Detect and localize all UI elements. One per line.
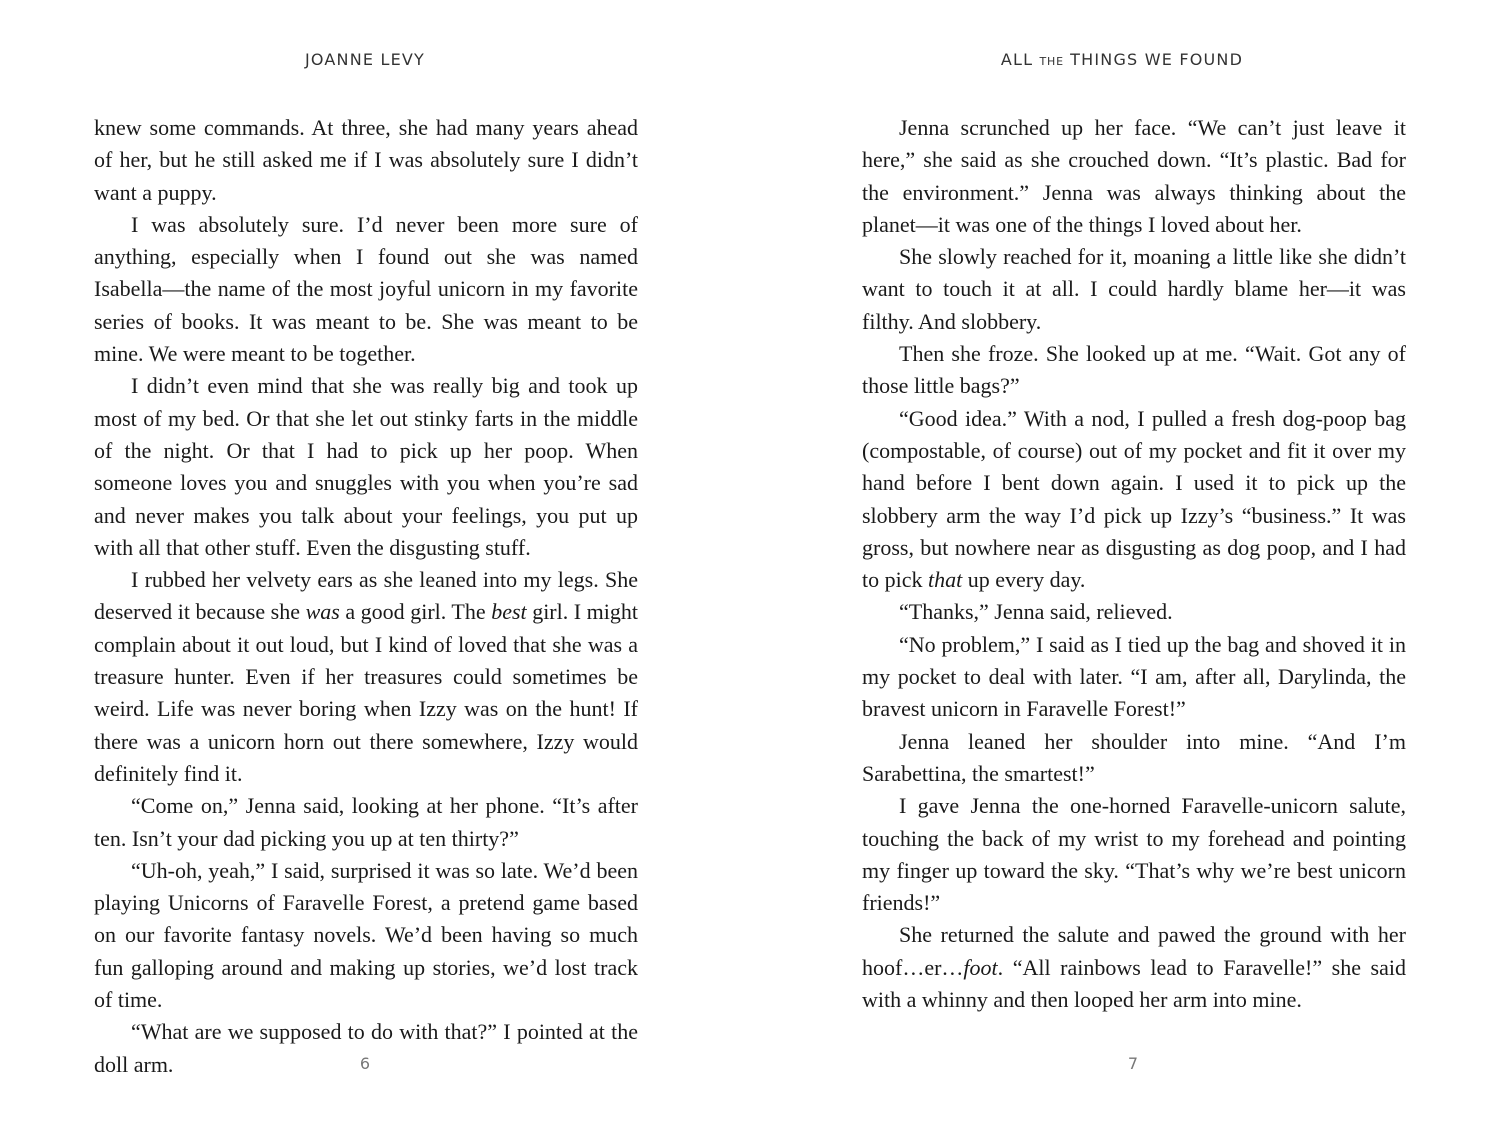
- paragraph: [862, 726, 1406, 791]
- paragraph: [94, 370, 638, 564]
- paragraph: [862, 338, 1406, 403]
- paragraph: [94, 209, 638, 370]
- paragraph: [862, 403, 1406, 597]
- text-run: “Thanks,” Jenna said, relieved.: [899, 599, 1173, 625]
- text-run: Jenna leaned her shoulder into mine. “And I’m Sarabettina, the smartest!”: [862, 728, 1406, 786]
- running-head-title-part: THINGS WE FOUND: [1070, 50, 1244, 69]
- text-run: “What are we supposed to do with that?” I pointed at the doll arm.: [94, 1019, 638, 1077]
- page-number-left: 6: [359, 1054, 371, 1073]
- right-page: [750, 0, 1500, 1125]
- paragraph: [862, 241, 1406, 338]
- text-run: up every day.: [962, 567, 1086, 593]
- text-run: “Good idea.” With a nod, I pulled a fresh dog-poop bag (compostable, of course) out of my pocket and fit it over my hand before I bent down again. I used it to pick up the slobbery arm the way I’d pick up Izzy’s “business.” It was gross, but nowhere near as disgusting as dog poop, and I had to pick: [862, 405, 1406, 593]
- text-run: I didn’t even mind that she was really big and took up most of my bed. Or that she let out stinky farts in the middle of the night. Or that I had to pick up her poop. When someone loves you and snuggles with you when you’re sad and never makes you talk about your feelings, you put up with all that other stuff. Even the disgusting stuff.: [94, 373, 638, 560]
- running-head-title: [750, 50, 1494, 69]
- paragraph: [862, 790, 1406, 919]
- text-run: She slowly reached for it, moaning a little like she didn’t want to touch it at all. I could hardly blame her—it was filthy. And slobbery.: [862, 244, 1406, 334]
- page-number-right: 7: [1127, 1054, 1139, 1073]
- italic-text: best: [491, 599, 527, 625]
- left-page-body: [94, 112, 638, 1081]
- text-run: a good girl. The: [339, 599, 492, 625]
- text-run: She returned the salute and pawed the ground with her hoof…er…: [862, 922, 1406, 980]
- text-run: Then she froze. She looked up at me. “Wait. Got any of those little bags?”: [862, 341, 1406, 399]
- text-run: . “All rainbows lead to Faravelle!” she said with a whinny and then looped her arm into mine.: [862, 954, 1406, 1013]
- text-run: I rubbed her velvety ears as she leaned into my legs. She deserved it because she: [94, 567, 638, 625]
- text-run: “No problem,” I said as I tied up the bag and shoved it in my pocket to deal with later. “I am, after all, Darylinda, the bravest unicorn in Faravelle Forest!”: [862, 631, 1406, 722]
- paragraph: [94, 564, 638, 790]
- paragraph: [94, 790, 638, 855]
- paragraph: [94, 855, 638, 1016]
- paragraph: [862, 112, 1406, 241]
- text-run: I gave Jenna the one-horned Faravelle-unicorn salute, touching the back of my wrist to my forehead and pointing my finger up toward the sky. “That’s why we’re best unicorn friends!”: [862, 793, 1406, 916]
- text-run: “Uh-oh, yeah,” I said, surprised it was so late. We’d been playing Unicorns of Faravelle Forest, a pretend game based on our favorite fantasy novels. We’d been having so much fun galloping around and making up stories, we’d lost track of time.: [94, 857, 638, 1013]
- text-run: “Come on,” Jenna said, looking at her phone. “It’s after ten. Isn’t your dad picking you up at ten thirty?”: [94, 793, 638, 851]
- right-page-body: [862, 112, 1406, 1016]
- italic-text: foot: [963, 954, 998, 980]
- paragraph: [862, 919, 1406, 1016]
- paragraph: [94, 112, 638, 209]
- paragraph: [862, 596, 1406, 628]
- running-head-title-part-small: THE: [1039, 55, 1064, 68]
- paragraph: [862, 629, 1406, 726]
- italic-text: that: [928, 567, 963, 593]
- text-run: knew some commands. At three, she had many years ahead of her, but he still asked me if I was absolutely sure I didn’t want a puppy.: [94, 115, 638, 205]
- running-head-author: JOANNE LEVY: [304, 50, 426, 69]
- text-run: I was absolutely sure. I’d never been more sure of anything, especially when I found out she was named Isabella—the name of the most joyful unicorn in my favorite series of books. It was meant to be. She was meant to be mine. We were meant to be together.: [94, 211, 638, 367]
- running-head-title-part: ALL: [1000, 50, 1034, 69]
- text-run: Jenna scrunched up her face. “We can’t just leave it here,” she said as she crouched down. “It’s plastic. Bad for the environment.” Jenna was always thinking about the planet—it was one of the things I loved about her.: [862, 115, 1406, 237]
- text-run: girl. I might complain about it out loud, but I kind of loved that she was a treasure hunter. Even if her treasures could sometimes be weird. Life was never boring when Izzy was on the hunt! If there was a unicorn horn out there somewhere, Izzy would definitely find it.: [94, 599, 639, 786]
- italic-text: was: [305, 599, 340, 625]
